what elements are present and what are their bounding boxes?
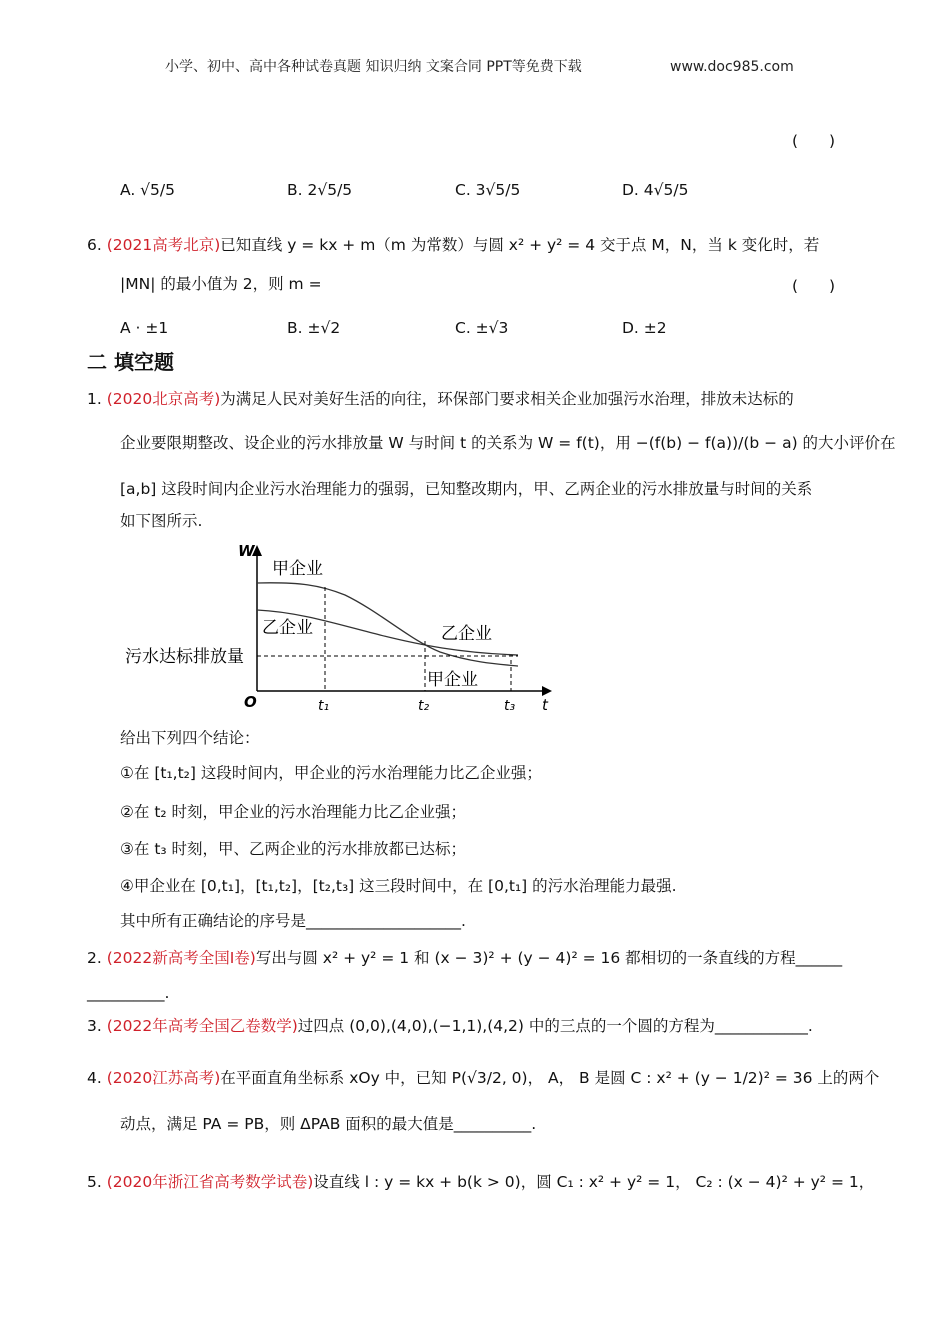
option-d: D. 4√5/5 <box>622 181 689 199</box>
y-axis-label: W <box>238 542 255 560</box>
conclusion-3: ③在 t₃ 时刻，甲、乙两企业的污水排放都已达标； <box>120 840 467 858</box>
q-num: 3. <box>87 1017 102 1035</box>
label-jia: 甲企业 <box>427 670 478 690</box>
f2-line2: __________. <box>87 984 170 1002</box>
tick-t1: t₁ <box>318 698 330 714</box>
fill-3 <box>87 1016 813 1036</box>
q6-line2: |MN| 的最小值为 2，则 m = <box>120 275 322 293</box>
f1-line4: 如下图所示. <box>120 512 203 530</box>
tick-t3: t₃ <box>504 698 516 714</box>
q-num: 6. <box>87 236 102 254</box>
label-yi: 乙企业 <box>262 618 313 638</box>
q-text: 设直线 l : y = kx + b(k > 0)，圆 C₁ : x² + y² = 1， C₂ : (x − 4)² + y² = 1， <box>313 1173 875 1191</box>
option-b: B. ±√2 <box>287 319 341 337</box>
header-site: www.doc985.com <box>670 59 794 75</box>
label-yi: 乙企业 <box>441 624 492 644</box>
fill-5 <box>87 1172 874 1192</box>
answer-paren: ( ) <box>792 132 836 150</box>
conclusion-2: ②在 t₂ 时刻，甲企业的污水治理能力比乙企业强； <box>120 803 467 821</box>
section-title: 二 填空题 <box>87 350 174 374</box>
option-a: A. √5/5 <box>120 181 176 199</box>
q-text: 在平面直角坐标系 xOy 中，已知 P(√3/2, 0)， A， B 是圆 C : x² + (y − 1/2)² = 36 上的两个 <box>220 1069 880 1087</box>
q-num: 1. <box>87 390 102 408</box>
fill-2 <box>87 948 842 968</box>
origin-label: O <box>244 693 257 711</box>
label-jia: 甲企业 <box>272 559 323 579</box>
conclusion-4: ④甲企业在 [0,t₁]，[t₁,t₂]，[t₂,t₃] 这三段时间中，在 [0,t₁] 的污水治理能力最强. <box>120 877 677 895</box>
q-text: 为满足人民对美好生活的向往，环保部门要求相关企业加强污水治理，排放未达标的 <box>220 390 794 408</box>
f1-line3: [a,b] 这段时间内企业污水治理能力的强弱，已知整改期内，甲、乙两企业的污水排放量与时间的关系 <box>120 480 813 498</box>
fill-4 <box>87 1068 879 1088</box>
q-source: (2020年浙江省高考数学试卷) <box>106 1173 314 1191</box>
q-source: (2020北京高考) <box>106 390 221 408</box>
option-a: A · ±1 <box>120 319 169 337</box>
q-text: 过四点 (0,0),(4,0),(−1,1),(4,2) 中的三点的一个圆的方程为____________. <box>297 1017 813 1035</box>
f1-line2: 企业要限期整改、设企业的污水排放量 W 与时间 t 的关系为 W = f(t)，用 −(f(b) − f(a))/(b − a) 的大小评价在 <box>120 434 896 452</box>
x-axis-arrow <box>542 686 552 696</box>
q-num: 5. <box>87 1173 102 1191</box>
q-source: (2022新高考全国I卷) <box>106 949 256 967</box>
option-c: C. ±√3 <box>455 319 509 337</box>
q-text: 已知直线 y = kx + m（m 为常数）与圆 x² + y² = 4 交于点 M，N，当 k 变化时，若 <box>220 236 820 254</box>
option-b: B. 2√5/5 <box>287 181 353 199</box>
option-d: D. ±2 <box>622 319 667 337</box>
q-source: (2020江苏高考) <box>106 1069 221 1087</box>
f4-line2: 动点，满足 PA = PB，则 ΔPAB 面积的最大值是__________. <box>120 1115 537 1133</box>
tick-t2: t₂ <box>418 698 430 714</box>
q-num: 2. <box>87 949 102 967</box>
option-c: C. 3√5/5 <box>455 181 521 199</box>
x-axis-label: t <box>542 696 548 714</box>
conclusion-1: ①在 [t₁,t₂] 这段时间内，甲企业的污水治理能力比乙企业强； <box>120 764 542 782</box>
answer-prompt: 其中所有正确结论的序号是____________________. <box>120 912 466 930</box>
q-source: (2022年高考全国乙卷数学) <box>106 1017 298 1035</box>
conclusions-intro: 给出下列四个结论： <box>120 729 260 747</box>
answer-paren: ( ) <box>792 277 836 295</box>
q-num: 4. <box>87 1069 102 1087</box>
header-text: 小学、初中、高中各种试卷真题 知识归纳 文案合同 PPT等免费下载 <box>165 59 582 75</box>
q-source: (2021高考北京) <box>106 236 221 254</box>
q-text: 写出与圆 x² + y² = 1 和 (x − 3)² + (y − 4)² = 16 都相切的一条直线的方程______ <box>255 949 843 967</box>
label-standard: 污水达标排放量 <box>125 647 244 667</box>
